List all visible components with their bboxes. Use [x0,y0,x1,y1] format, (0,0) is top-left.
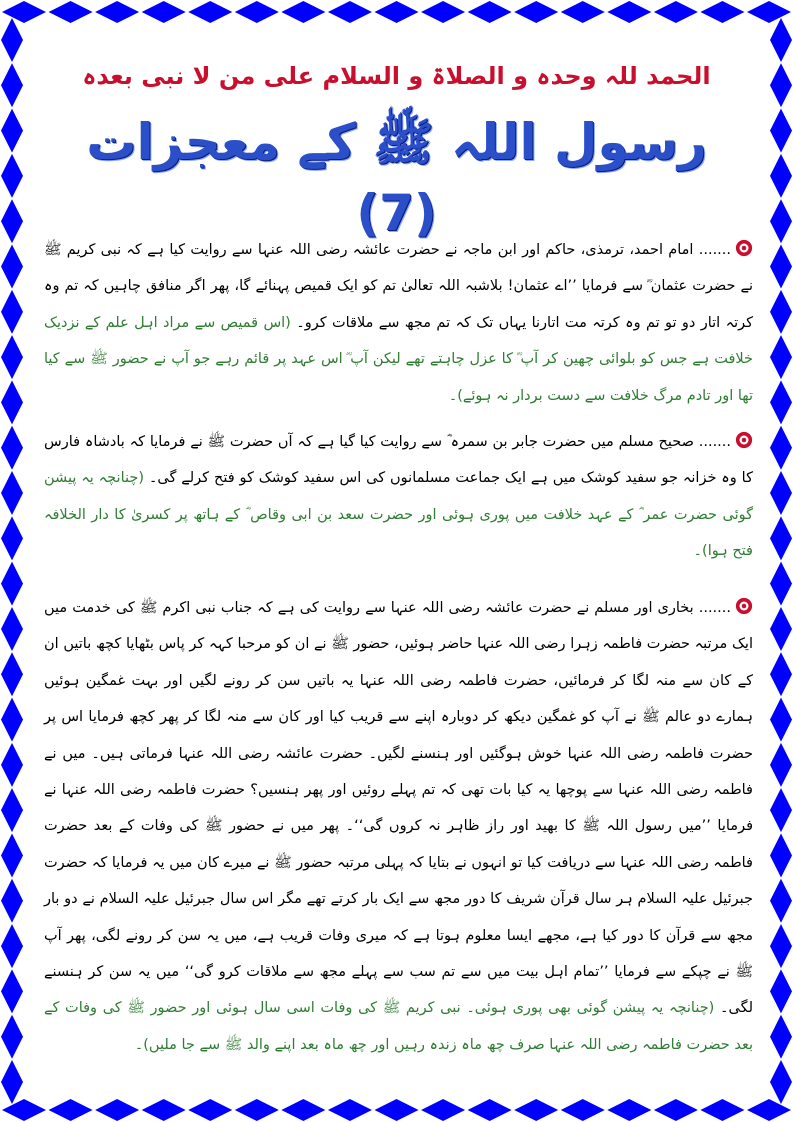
border-diamond [1,199,23,243]
border-diamond [421,1099,465,1121]
border-diamond [770,924,792,968]
border-diamond [1,607,23,651]
border-diamond [188,1099,232,1121]
border-diamond [95,1,139,23]
border-diamond [1,788,23,832]
border-diamond [770,109,792,153]
border-diamond [770,471,792,515]
border-diamond [770,290,792,334]
border-diamond [1,698,23,742]
border-diamond [188,1,232,23]
border-diamond [1,109,23,153]
border-diamond [770,562,792,606]
border-diamond [1,833,23,877]
red-rosette-icon [735,239,753,257]
header-bismillah: الحمد للہ وحدہ و الصلاۃ و السلام علی من لا نبی بعدہ [82,62,711,90]
border-diamond [1,335,23,379]
border-diamond [747,1099,791,1121]
border-diamond [770,154,792,198]
border-diamond [235,1099,279,1121]
border-diamond [700,1,744,23]
border-diamond [1,969,23,1013]
border-diamond [770,652,792,696]
border-diamond [770,698,792,742]
paragraph-text: بخاری اور مسلم نے حضرت عائشہ رضی اللہ عنہا سے روایت کی ہے کہ جناب نبی اکرم ﷺ کی خدمت میں ایک مرتبہ حضرت فاطمہ زہرا رضی اللہ عنہا حاضر ہوئیں، حضور ﷺ نے ان کو مرحبا کہہ کر پاس بٹھایا کچھ باتیں ان کے کان سے منہ لگا کر فرمائیں، حضرت فاطمہ رضی اللہ عنہا یہ باتیں سن کر رونے لگیں اور بہت غمگین ہوئیں ہمارے دو عالم ﷺ نے آپ کو غمگین دیکھ کر دوبارہ اپنے سے قریب کیا اور کان سے منہ لگا کر پھر کچھ فرمایا اس پر حضرت فاطمہ رضی اللہ عنہا خوش ہوگئیں اور ہنسنے لگیں۔ حضرت عائشہ رضی اللہ عنہا فرماتی ہیں۔ میں نے فاطمہ رضی اللہ عنہا سے پوچھا یہ کیا بات تھی کہ تم پہلے روئیں اور پھر ہنسیں؟ حضرت فاطمہ رضی اللہ عنہا نے فرمایا ’’میں رسول اللہ ﷺ کا بھید اور راز ظاہر نہ کروں گی‘‘۔ پھر میں نے حضور ﷺ کی وفات کے بعد حضرت فاطمہ رضی اللہ عنہا سے دریافت کیا تو انہوں نے بتایا کہ پہلی مرتبہ حضور ﷺ نے میرے کان میں یہ فرمایا کہ حضرت جبرئیل علیہ السلام ہر سال قرآن شریف کا دور مجھ سے ایک بار کرتے تھے مگر اس سال جبرئیل علیہ السلام نے دو بار مجھ سے قرآن کا دور کیا ہے، مجھے ایسا معلوم ہوتا ہے کہ میری وفات قریب ہے، میں یہ سن کر رونے لگی، پھر آپ ﷺ نے چپکے سے فرمایا ’’تمام اہل بیت میں سے تم سب سے پہلے مجھ سے ملاقات کرو گی‘‘ میں یہ سن کر ہنسنے لگی۔ [44,600,754,1017]
border-diamond [281,1,325,23]
red-rosette-icon [735,597,753,615]
border-diamond [770,516,792,560]
border-diamond [328,1099,372,1121]
border-diamond [2,1,46,23]
border-diamond [1,18,23,62]
paragraph-commentary: (اس قمیص سے مراد اہل علم کے نزدیک خلافت ہے جس کو بلوائی چھین کر آپ ؓ کا عزل چاہتے تھے لیکن آپ ؓ اس عہد پر قائم رہے جو آپ نے حضور ﷺ سے کیا تھا اور تادم مرگ خلافت سے دست بردار نہ ہوئے)۔ [44,314,753,404]
border-diamond [1,245,23,289]
border-diamond [770,245,792,289]
border-diamond [561,1,605,23]
border-diamond [1,924,23,968]
border-diamond [770,607,792,651]
border-diamond [770,380,792,424]
border-diamond [468,1099,512,1121]
border-diamond [1,290,23,334]
border-diamond [142,1099,186,1121]
border-diamond [770,743,792,787]
paragraph-1 [44,232,753,414]
page-title: رسول اللہ ﷺ کے معجزات (7) [86,113,707,242]
border-diamond [1,380,23,424]
border-diamond [375,1099,419,1121]
border-diamond [561,1099,605,1121]
border-diamond [375,1,419,23]
border-diamond [770,426,792,470]
border-diamond [142,1,186,23]
border-diamond [770,1015,792,1059]
paragraph-leader: ....... [698,434,732,450]
border-diamond [49,1099,93,1121]
paragraph-3 [44,590,753,1063]
border-diamond [770,788,792,832]
border-diamond [95,1099,139,1121]
article-body [44,232,753,1052]
border-diamond [770,969,792,1013]
border-diamond [1,652,23,696]
border-diamond [1,516,23,560]
border-diamond [607,1,651,23]
paragraph-2 [44,424,753,570]
border-diamond [1,562,23,606]
border-diamond [49,1,93,23]
border-diamond [468,1,512,23]
paragraph-commentary: (چنانچہ یہ پیشن گوئی بھی پوری ہوئی۔ نبی کریم ﷺ کی وفات اسی سال ہوئی اور حضور ﷺ کی وفات کے بعد حضرت فاطمہ رضی اللہ عنہا صرف چھ ماہ زندہ رہیں اور چھ ماہ بعد اپنے والد ﷺ سے جا ملیں)۔ [44,1000,753,1053]
paragraph-text: صحیح مسلم میں حضرت جابر بن سمرہ ؓ سے روایت کیا گیا ہے کہ آں حضرت ﷺ نے فرمایا کہ بادشاہ فارس کا وہ خزانہ جو سفید کوشک میں ہے ایک جماعت مسلمانوں کی اس سفید کوشک کو فتح کرلے گی۔ [44,434,753,487]
border-diamond [514,1099,558,1121]
paragraph-leader: ....... [698,242,732,258]
border-diamond [747,1,791,23]
border-diamond [770,1060,792,1104]
paragraph-leader: ....... [698,600,731,616]
red-rosette-icon [735,431,753,449]
paragraph-text: امام احمد، ترمذی، حاکم اور ابن ماجہ نے حضرت عائشہ رضی اللہ عنہا سے روایت کیا ہے کہ نبی کریم ﷺ نے حضرت عثمان ؓ سے فرمایا ’’اے عثمان! بلاشبہ اللہ تعالیٰ تم کو ایک قمیص پہنائے گا، پھر اگر منافق چاہیں کہ تم وہ کرتہ اتار دو تو تم وہ کرتہ مت اتارنا یہاں تک کہ تم مجھ سے ملاقات کرو۔ [44,242,754,331]
border-diamond [1,63,23,107]
border-diamond [654,1,698,23]
border-diamond [421,1,465,23]
border-diamond [770,879,792,923]
border-diamond [1,879,23,923]
paragraph-commentary: (چنانچہ یہ پیشن گوئی حضرت عمر ؓ کے عہد خلافت میں پوری ہوئی اور حضرت سعد بن ابی وقاص ؓ کے ہاتھ پر کسریٰ کا دار الخلافہ فتح ہوا)۔ [44,470,753,560]
border-diamond [1,743,23,787]
border-diamond [1,471,23,515]
border-diamond [281,1099,325,1121]
border-diamond [2,1099,46,1121]
border-diamond [328,1,372,23]
border-diamond [700,1099,744,1121]
border-diamond [607,1099,651,1121]
border-diamond [235,1,279,23]
border-diamond [1,154,23,198]
border-diamond [1,1015,23,1059]
border-diamond [770,18,792,62]
border-diamond [1,426,23,470]
border-diamond [654,1099,698,1121]
border-diamond [770,63,792,107]
border-diamond [770,335,792,379]
border-diamond [770,199,792,243]
border-diamond [1,1060,23,1104]
border-diamond [514,1,558,23]
border-diamond [770,833,792,877]
